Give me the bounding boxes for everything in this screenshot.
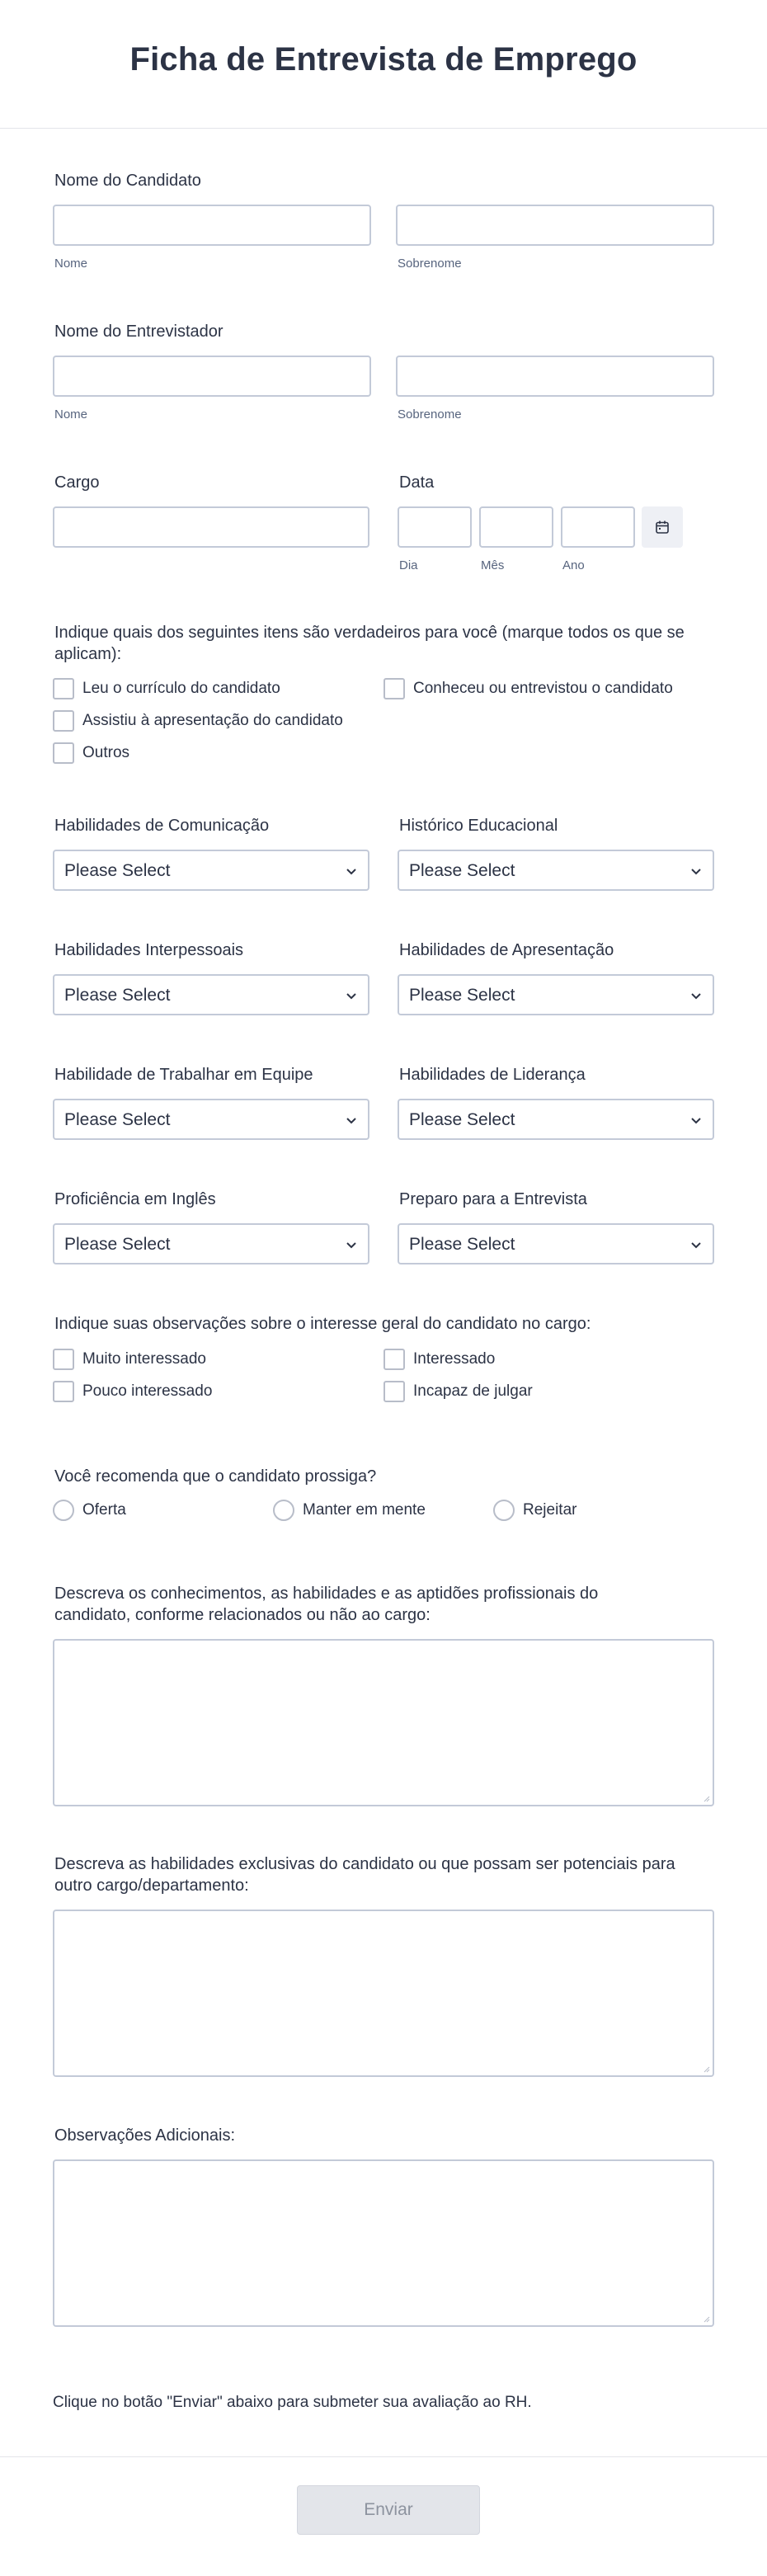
truths-option-met-candidate[interactable]: Conheceu ou entrevistou o candidato xyxy=(384,678,673,699)
interest-option-very[interactable]: Muito interessado xyxy=(53,1349,206,1370)
interest-option-little[interactable]: Pouco interessado xyxy=(53,1381,212,1402)
checkbox[interactable] xyxy=(384,678,405,699)
interpersonal-skills-select[interactable]: Please Select xyxy=(53,974,369,1015)
leadership-skills-label: Habilidades de Liderança xyxy=(399,1066,586,1084)
interpersonal-skills-label: Habilidades Interpessoais xyxy=(54,941,244,959)
candidate-last-name-input[interactable] xyxy=(396,205,714,246)
truths-label: Indique quais dos seguintes itens são verdadeiros para você (marque todos os que se aplicam): xyxy=(54,624,685,663)
leadership-skills-select[interactable]: Please Select xyxy=(398,1099,714,1140)
interviewer-last-sublabel: Sobrenome xyxy=(398,407,462,421)
recommend-option-reject[interactable]: Rejeitar xyxy=(493,1500,576,1521)
recommend-option-offer[interactable]: Oferta xyxy=(53,1500,126,1521)
date-day-sublabel: Dia xyxy=(399,558,418,572)
interview-preparation-label: Preparo para a Entrevista xyxy=(399,1190,587,1208)
date-month-input[interactable] xyxy=(479,506,553,548)
interviewer-name-label: Nome do Entrevistador xyxy=(54,323,224,341)
chevron-down-icon xyxy=(345,1114,358,1127)
checkbox[interactable] xyxy=(53,710,74,732)
additional-notes-textarea[interactable] xyxy=(53,2159,714,2327)
unique-skills-label-line2: outro cargo/departamento: xyxy=(54,1877,249,1895)
chevron-down-icon xyxy=(689,1238,703,1251)
position-label: Cargo xyxy=(54,473,100,492)
checkbox[interactable] xyxy=(384,1349,405,1370)
position-input[interactable] xyxy=(53,506,369,548)
skills-label-line2: candidato, conforme relacionados ou não ao cargo: xyxy=(54,1606,431,1624)
interest-option-interested[interactable]: Interessado xyxy=(384,1349,495,1370)
candidate-first-sublabel: Nome xyxy=(54,257,88,271)
english-proficiency-label: Proficiência em Inglês xyxy=(54,1190,216,1208)
submit-button[interactable]: Enviar xyxy=(297,2485,480,2535)
truths-option-watched-presentation[interactable]: Assistiu à apresentação do candidato xyxy=(53,710,343,732)
candidate-name-label: Nome do Candidato xyxy=(54,172,201,190)
chevron-down-icon xyxy=(689,1114,703,1127)
teamwork-skill-select[interactable]: Please Select xyxy=(53,1099,369,1140)
radio[interactable] xyxy=(493,1500,515,1521)
form-title: Ficha de Entrevista de Emprego xyxy=(129,41,638,78)
truths-option-read-resume[interactable]: Leu o currículo do candidato xyxy=(53,678,280,699)
interview-preparation-select[interactable]: Please Select xyxy=(398,1223,714,1264)
resize-grip-icon[interactable] xyxy=(702,1794,710,1802)
truths-option-others[interactable]: Outros xyxy=(53,742,129,764)
interviewer-last-name-input[interactable] xyxy=(396,356,714,397)
chevron-down-icon xyxy=(689,989,703,1002)
checkbox[interactable] xyxy=(53,678,74,699)
submit-note: Clique no botão "Enviar" abaixo para submeter sua avaliação ao RH. xyxy=(53,2394,532,2411)
english-proficiency-select[interactable]: Please Select xyxy=(53,1223,369,1264)
interviewer-first-sublabel: Nome xyxy=(54,407,88,421)
resize-grip-icon[interactable] xyxy=(702,2315,710,2323)
date-year-input[interactable] xyxy=(561,506,635,548)
interviewer-first-name-input[interactable] xyxy=(53,356,371,397)
candidate-first-name-input[interactable] xyxy=(53,205,371,246)
checkbox[interactable] xyxy=(53,742,74,764)
chevron-down-icon xyxy=(345,989,358,1002)
candidate-last-sublabel: Sobrenome xyxy=(398,257,462,271)
skills-textarea[interactable] xyxy=(53,1639,714,1806)
education-history-label: Histórico Educacional xyxy=(399,817,558,835)
date-year-sublabel: Ano xyxy=(562,558,585,572)
unique-skills-textarea[interactable] xyxy=(53,1910,714,2077)
communication-skills-select[interactable]: Please Select xyxy=(53,850,369,891)
education-history-select[interactable]: Please Select xyxy=(398,850,714,891)
chevron-down-icon xyxy=(345,864,358,878)
form-header xyxy=(0,0,767,129)
date-label: Data xyxy=(399,473,435,492)
radio[interactable] xyxy=(53,1500,74,1521)
presentation-skills-select[interactable]: Please Select xyxy=(398,974,714,1015)
chevron-down-icon xyxy=(689,864,703,878)
checkbox[interactable] xyxy=(384,1381,405,1402)
resize-grip-icon[interactable] xyxy=(702,2065,710,2073)
communication-skills-label: Habilidades de Comunicação xyxy=(54,817,270,835)
radio[interactable] xyxy=(273,1500,294,1521)
skills-label-line1: Descreva os conhecimentos, as habilidades e as aptidões profissionais do xyxy=(54,1585,599,1603)
chevron-down-icon xyxy=(345,1238,358,1251)
recommend-option-keep-in-mind[interactable]: Manter em mente xyxy=(273,1500,426,1521)
additional-notes-label: Observações Adicionais: xyxy=(54,2126,236,2145)
teamwork-skill-label: Habilidade de Trabalhar em Equipe xyxy=(54,1066,313,1084)
checkbox[interactable] xyxy=(53,1381,74,1402)
checkbox[interactable] xyxy=(53,1349,74,1370)
unique-skills-label-line1: Descreva as habilidades exclusivas do candidato ou que possam ser potenciais para xyxy=(54,1855,675,1873)
calendar-button[interactable] xyxy=(642,506,683,548)
date-day-input[interactable] xyxy=(398,506,472,548)
date-month-sublabel: Mês xyxy=(481,558,505,572)
interest-label: Indique suas observações sobre o interesse geral do candidato no cargo: xyxy=(54,1315,591,1333)
calendar-icon xyxy=(655,520,670,535)
interest-option-unable[interactable]: Incapaz de julgar xyxy=(384,1381,533,1402)
recommend-label: Você recomenda que o candidato prossiga? xyxy=(54,1467,377,1486)
presentation-skills-label: Habilidades de Apresentação xyxy=(399,941,614,959)
